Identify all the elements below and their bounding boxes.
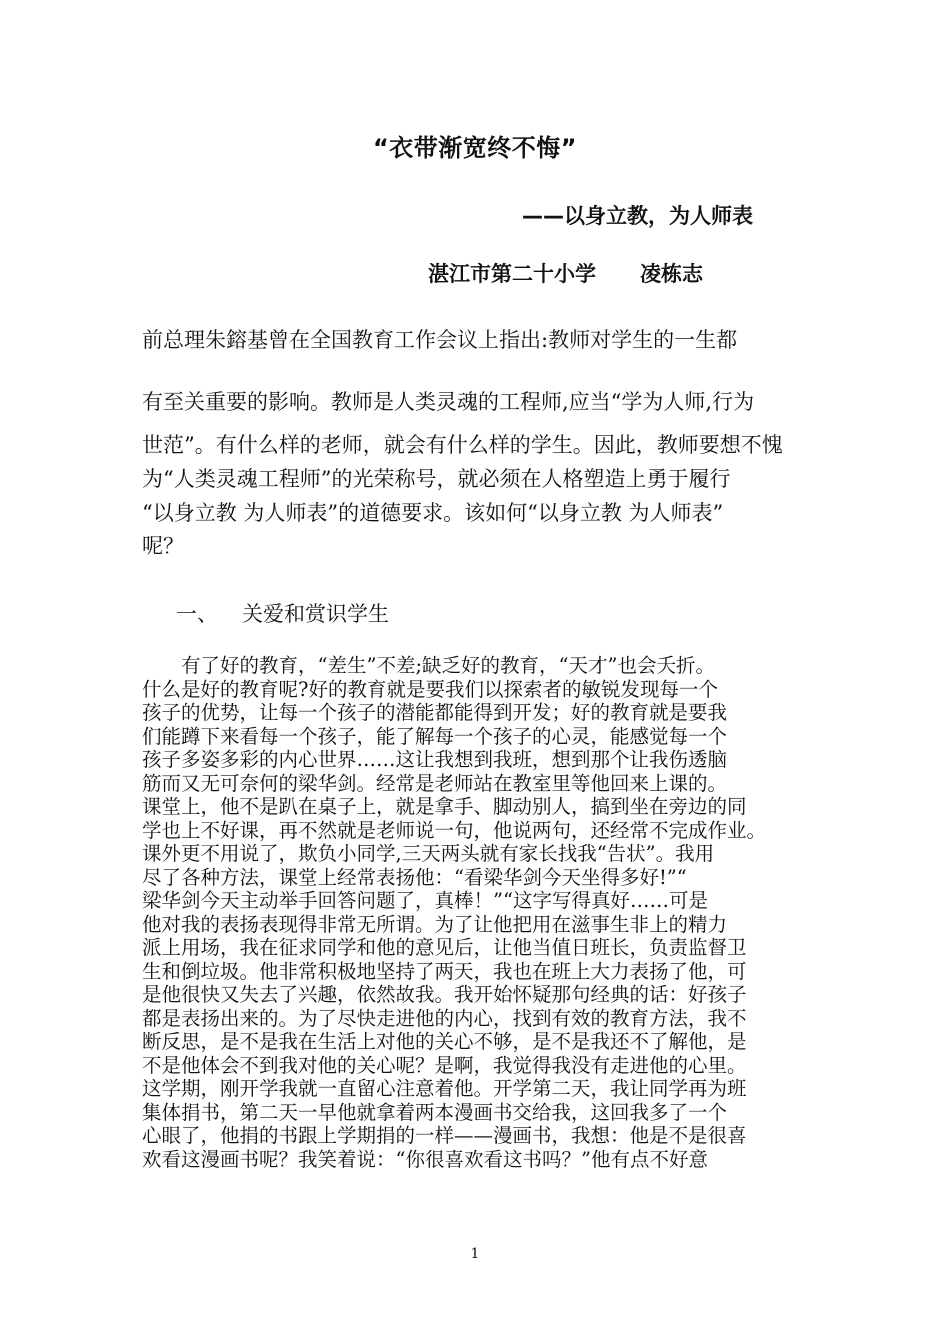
body-line: 都是表扬出来的。为了尽快走进他的内心，找到有效的教育方法，我不 [142,1006,747,1030]
author-school: 湛江市第二十小学 [428,262,596,286]
intro-line: 有至关重要的影响。教师是人类灵魂的工程师,应当“学为人师,行为 [142,390,755,414]
body-paragraph [142,654,827,1171]
body-line: 梁华剑今天主动举手回答问题了，真棒！”“这字写得真好……可是 [142,889,708,912]
body-line: 心眼了，他捐的书跟上学期捐的一样——漫画书，我想：他是不是很喜 [142,1124,747,1147]
document-subtitle: ——以身立教，为人师表 [522,204,753,228]
body-line: 断反思，是不是我在生活上对他的关心不够，是不是我还不了解他，是 [142,1030,747,1053]
body-line: 课外更不用说了，欺负小同学,三天两头就有家长找我“告状”。我用 [142,842,715,865]
body-line: 学也上不好课，再不然就是老师说一句，他说两句，还经常不完成作业。 [142,818,767,842]
intro-line: 世范”。有什么样的老师，就会有什么样的学生。因此，教师要想不愧 [142,433,783,457]
author-line [428,258,703,288]
body-line: 欢看这漫画书呢？我笑着说：“你很喜欢看这书吗？”他有点不好意 [142,1147,708,1171]
body-line: 课堂上，他不是趴在桌子上，就是拿手、脚动别人，搞到坐在旁边的同 [142,795,747,818]
intro-line: 为“人类灵魂工程师”的光荣称号，就必须在人格塑造上勇于履行 [142,467,731,491]
body-line: 生和倒垃圾。他非常积极地坚持了两天，我也在班上大力表扬了他，可 [142,959,747,983]
body-line: 什么是好的教育呢?好的教育就是要我们以探索者的敏锐发现每一个 [142,677,718,701]
section-title: 关爱和赏识学生 [242,602,389,626]
body-line: 们能蹲下来看每一个孩子，能了解每一个孩子的心灵，能感觉每一个 [142,724,728,748]
page-number: 1 [470,1246,480,1262]
document-title: “衣带渐宽终不悔” [372,134,578,162]
section-number: 一、 [176,602,218,626]
body-line: 有了好的教育，“差生”不差;缺乏好的教育，“天才”也会夭折。 [142,654,715,677]
body-line: 孩子的优势，让每一个孩子的潜能都能得到开发；好的教育就是要我 [142,701,728,724]
body-line: 他对我的表扬表现得非常无所谓。为了让他把用在滋事生非上的精力 [142,912,728,936]
body-line: 是他很快又失去了兴趣，依然故我。我开始怀疑那句经典的话：好孩子 [142,983,747,1006]
body-line: 派上用场，我在征求同学和他的意见后，让他当值日班长，负责监督卫 [142,936,747,959]
intro-line: 呢？ [142,534,184,558]
author-name: 凌栋志 [640,262,703,286]
body-line: 筋而又无可奈何的梁华剑。经常是老师站在教室里等他回来上课的。 [142,771,728,795]
body-line: 这学期，刚开学我就一直留心注意着他。开学第二天，我让同学再为班 [142,1077,747,1100]
body-line: 集体捐书，第二天一早他就拿着两本漫画书交给我，这回我多了一个 [142,1100,728,1124]
section-heading [176,598,389,628]
body-line: 尽了各种方法，课堂上经常表扬他：“看梁华剑今天坐得多好!”“ [142,865,687,889]
intro-line: 前总理朱鎔基曾在全国教育工作会议上指出:教师对学生的一生都 [142,328,738,352]
body-line: 孩子多姿多彩的内心世界……这让我想到我班，想到那个让我伤透脑 [142,748,728,771]
intro-line: “以身立教 为人师表”的道德要求。该如何“以身立教 为人师表” [142,501,724,525]
body-line: 不是他体会不到我对他的关心呢？是啊，我觉得我没有走进他的心里。 [142,1053,747,1077]
